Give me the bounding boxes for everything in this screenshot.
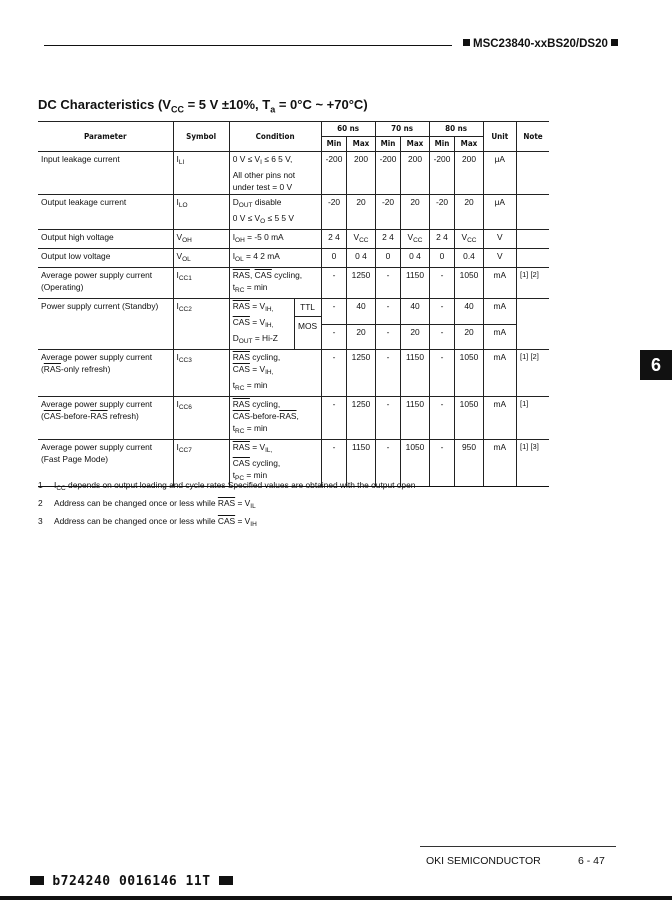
col-header-min: Min: [429, 137, 455, 152]
note-cell: [1] [2]: [517, 350, 549, 397]
value-cell: -: [321, 324, 347, 350]
col-header-symbol: Symbol: [173, 122, 229, 152]
symbol-cell: $I_{CC3}$: [173, 350, 229, 397]
note-cell: [517, 152, 549, 195]
unit-cell: mA: [483, 299, 516, 325]
table-row: [38, 195, 549, 230]
value-cell: -200: [321, 152, 347, 195]
col-header-max: Max: [455, 137, 483, 152]
param-cell: Average power supply current (Operating): [38, 268, 173, 299]
value-cell: 1050: [401, 440, 429, 487]
value-cell: -: [375, 397, 401, 440]
condition-cell: $I_{OL} = 4$ 2 mA: [229, 249, 321, 268]
section-tab: 6: [640, 350, 672, 380]
col-header-parameter: Parameter: [38, 122, 173, 152]
note-cell: [1] [2]: [517, 268, 549, 299]
value-cell: 20: [455, 324, 483, 350]
condition-cell: $\overline{RAS}$, $\overline{CAS}$ cycling, $t_{RC} = \min$: [229, 268, 321, 299]
value-cell: -: [321, 268, 347, 299]
value-cell: -200: [375, 152, 401, 195]
param-cell: Average power supply current (Fast Page Mode): [38, 440, 173, 487]
table-row: [38, 350, 549, 397]
square-bullet-icon: [463, 39, 470, 46]
value-cell: $V_{CC}$: [455, 230, 483, 249]
value-cell: 40: [347, 299, 375, 325]
col-header-min: Min: [321, 137, 347, 152]
unit-cell: μA: [483, 152, 516, 195]
param-cell: Output leakage current: [38, 195, 173, 230]
value-cell: -20: [321, 195, 347, 230]
black-block-icon: [219, 876, 233, 885]
unit-cell: mA: [483, 440, 516, 487]
value-cell: 1150: [347, 440, 375, 487]
dc-characteristics-table: [38, 121, 549, 487]
symbol-cell: $V_{OH}$: [173, 230, 229, 249]
condition-cell: $\overline{RAS}$ cycling, $\overline{CAS}-before-\overline{RAS}$, $t_{RC} = \min$: [229, 397, 321, 440]
section-title: DC Characteristics ($V_{CC} = 5$ V ±10%, $T_a = 0^\circ C$ ~ +70°C): [38, 97, 368, 115]
header-title: MSC23840-xxBS20/DS20: [460, 38, 621, 50]
note-cell: [517, 299, 549, 350]
table-row: [38, 299, 549, 325]
footer-company: OKI SEMICONDUCTOR: [426, 855, 541, 867]
value-cell: $V_{CC}$: [347, 230, 375, 249]
col-header-max: Max: [347, 137, 375, 152]
page-number: 6 - 47: [578, 855, 605, 867]
value-cell: 20: [347, 324, 375, 350]
value-cell: -: [321, 440, 347, 487]
footnote: 3 Address can be changed once or less while $\overline{CAS} = V_{IH}$: [38, 516, 257, 528]
col-header-unit: Unit: [483, 122, 516, 152]
col-header-60ns: 60 ns: [321, 122, 375, 137]
value-cell: -: [321, 397, 347, 440]
param-cell: Input leakage current: [38, 152, 173, 195]
symbol-cell: $I_{CC2}$: [173, 299, 229, 350]
footnote: 1 $I_{CC}$ depends on output loading and cycle rates Specified values are obtained with the output open: [38, 480, 416, 492]
unit-cell: μA: [483, 195, 516, 230]
col-header-min: Min: [375, 137, 401, 152]
value-cell: -: [321, 299, 347, 325]
header-rule: [44, 45, 452, 46]
condition-cell: $I_{OH} = -5$ 0 mA: [229, 230, 321, 249]
param-cell: Average power supply current ($\overline{CAS}-before-\overline{RAS}$ refresh): [38, 397, 173, 440]
col-header-70ns: 70 ns: [375, 122, 429, 137]
value-cell: 1250: [347, 350, 375, 397]
unit-cell: mA: [483, 324, 516, 350]
param-cell: Power supply current (Standby): [38, 299, 173, 350]
symbol-cell: $V_{OL}$: [173, 249, 229, 268]
value-cell: -: [429, 324, 455, 350]
barcode-line: b724240 0016146 11T: [30, 874, 233, 889]
value-cell: 0 4: [347, 249, 375, 268]
symbol-cell: $I_{CC7}$: [173, 440, 229, 487]
bottom-band: [0, 896, 672, 900]
symbol-cell: $I_{CC1}$: [173, 268, 229, 299]
value-cell: -: [375, 324, 401, 350]
value-cell: 20: [401, 195, 429, 230]
unit-cell: mA: [483, 268, 516, 299]
standby-ttl-label: TTL: [295, 299, 321, 317]
value-cell: 0: [321, 249, 347, 268]
col-header-note: Note: [517, 122, 549, 152]
condition-cell: $\overline{RAS} = V_{IH,}$ $\overline{CAS} = V_{IH,}$ $D_{OUT} = Hi-Z$ TTL MOS: [229, 299, 321, 350]
param-cell: Output high voltage: [38, 230, 173, 249]
value-cell: 20: [347, 195, 375, 230]
param-cell: Average power supply current ($\overline{RAS}$-only refresh): [38, 350, 173, 397]
value-cell: -: [375, 268, 401, 299]
condition-cell: $D_{OUT}$ disable 0 $V \le V_O \le 5$ 5 V: [229, 195, 321, 230]
note-cell: [517, 230, 549, 249]
note-cell: [517, 195, 549, 230]
value-cell: $V_{CC}$: [401, 230, 429, 249]
table-row: [38, 249, 549, 268]
value-cell: 20: [455, 195, 483, 230]
value-cell: 1150: [401, 268, 429, 299]
value-cell: -: [429, 440, 455, 487]
standby-mos-label: MOS: [297, 321, 318, 331]
value-cell: -200: [429, 152, 455, 195]
value-cell: 40: [455, 299, 483, 325]
value-cell: 0: [429, 249, 455, 268]
col-header-condition: Condition: [229, 122, 321, 152]
condition-cell: $\overline{RAS}$ cycling, $\overline{CAS} = V_{IH,}$ $t_{RC} = \min$: [229, 350, 321, 397]
condition-cell: $\overline{RAS} = V_{IL,}$ $\overline{CAS}$ cycling, $t_{PC} = \min$: [229, 440, 321, 487]
value-cell: 1150: [401, 350, 429, 397]
value-cell: 40: [401, 299, 429, 325]
value-cell: -: [429, 350, 455, 397]
footnotes: [38, 478, 415, 532]
unit-cell: mA: [483, 397, 516, 440]
value-cell: -: [429, 299, 455, 325]
value-cell: 1250: [347, 397, 375, 440]
value-cell: -20: [429, 195, 455, 230]
value-cell: -: [429, 268, 455, 299]
note-cell: [517, 249, 549, 268]
value-cell: 200: [455, 152, 483, 195]
note-cell: [1]: [517, 397, 549, 440]
symbol-cell: $I_{LI}$: [173, 152, 229, 195]
value-cell: 2 4: [321, 230, 347, 249]
unit-cell: V: [483, 249, 516, 268]
footer-rule: [420, 846, 616, 847]
value-cell: 950: [455, 440, 483, 487]
col-header-max: Max: [401, 137, 429, 152]
table-row: [38, 152, 549, 195]
value-cell: 200: [401, 152, 429, 195]
table-row: [38, 230, 549, 249]
col-header-80ns: 80 ns: [429, 122, 483, 137]
value-cell: 20: [401, 324, 429, 350]
value-cell: -: [321, 350, 347, 397]
footnote: 2 Address can be changed once or less while $\overline{RAS} = V_{IL}$: [38, 498, 256, 510]
value-cell: 1050: [455, 350, 483, 397]
header-row-groups: [38, 122, 549, 137]
value-cell: -20: [375, 195, 401, 230]
value-cell: 1050: [455, 397, 483, 440]
table-row: [38, 268, 549, 299]
unit-cell: mA: [483, 350, 516, 397]
value-cell: 0.4: [455, 249, 483, 268]
value-cell: 0 4: [401, 249, 429, 268]
value-cell: -: [375, 440, 401, 487]
square-bullet-icon: [611, 39, 618, 46]
value-cell: 2 4: [375, 230, 401, 249]
value-cell: -: [429, 397, 455, 440]
unit-cell: V: [483, 230, 516, 249]
condition-cell: 0 $V \le V_I \le 6$ 5 V, All other pins not under test = 0 V: [229, 152, 321, 195]
table-row: [38, 397, 549, 440]
param-cell: Output low voltage: [38, 249, 173, 268]
value-cell: 0: [375, 249, 401, 268]
symbol-cell: $I_{LO}$: [173, 195, 229, 230]
value-cell: -: [375, 299, 401, 325]
value-cell: -: [375, 350, 401, 397]
symbol-cell: $I_{CC6}$: [173, 397, 229, 440]
value-cell: 1250: [347, 268, 375, 299]
value-cell: 2 4: [429, 230, 455, 249]
note-cell: [1] [3]: [517, 440, 549, 487]
value-cell: 200: [347, 152, 375, 195]
black-block-icon: [30, 876, 44, 885]
value-cell: 1050: [455, 268, 483, 299]
value-cell: 1150: [401, 397, 429, 440]
